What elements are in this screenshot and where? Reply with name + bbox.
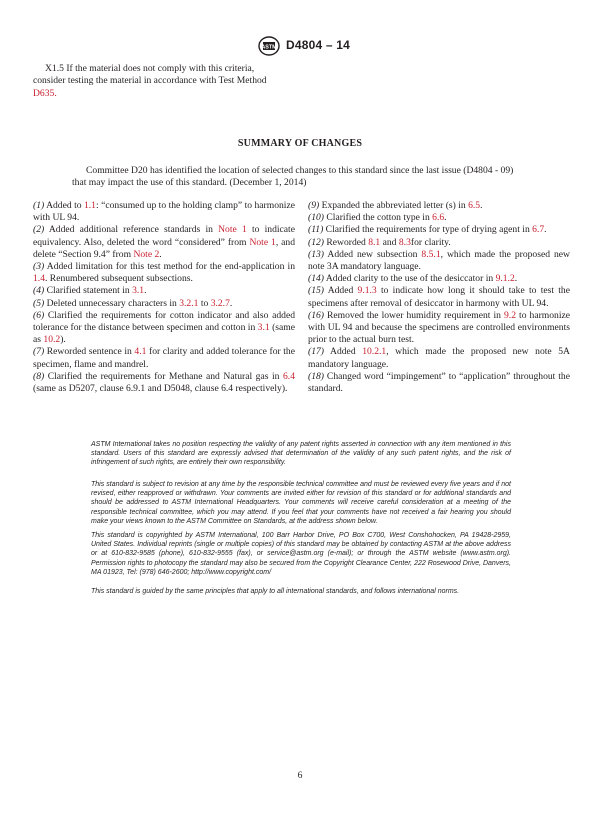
revision-notice: This standard is subject to revision at any time by the responsible technical committee and must be reviewed every five years and if not revised, either reapproved or withdrawn. Your comments are invited either for revision of this standard or for additional standards and should be addressed to ASTM International Headquarters. Your comments will receive careful consideration at a meeting of the responsible technical committee, which you may attend. If you feel that your comments have not received a fair hearing you should make your views known to the ASTM Committee on Standards, at the address shown below. [91,481,511,525]
change-text: Clarified the requirements for Methane and Natural gas in [44,370,283,382]
change-item [308,346,570,370]
change-text: (same as D5207, clause 6.9.1 and D5048, clause 6.4 respectively). [33,383,288,395]
summary-intro [72,165,534,190]
change-number: (2) [33,224,45,236]
change-text: Clarified the cotton type in [323,212,433,224]
change-text: , which made the proposed new note 3A mandatory language. [308,248,570,273]
change-item [33,346,295,370]
test-method-link[interactable]: D635. [33,87,57,99]
change-number: (14) [308,273,324,285]
section-link[interactable]: Note 1 [218,224,247,236]
change-item [33,371,295,395]
change-text: . Renumbered subsequent subsections. [45,273,193,285]
change-text: to harmonize with UL 94 and because the specimens are controlled environments prior to the actual burn test. [308,309,571,346]
change-text: . [514,273,518,285]
document-id: D4804 – 14 [286,38,351,52]
change-text: , and delete “Section 9.4” from [33,236,295,260]
change-item [308,249,570,273]
change-item [308,237,570,249]
change-text: and [380,236,399,248]
section-link[interactable]: 10.2.1 [362,346,387,358]
section-link[interactable]: 1.4 [33,273,45,285]
change-item [33,298,295,310]
change-number: (10) [308,212,324,224]
section-link[interactable]: 8.1 [368,236,381,248]
changes-column-right [308,200,570,395]
x15-line: X1.5 If the material does not comply with this criteria, [45,63,255,74]
change-text: Added to [44,200,84,211]
section-link[interactable]: 6.4 [283,370,295,382]
change-text: Added clarity to the use of the desiccator in [323,273,496,285]
svg-text:ASTM: ASTM [261,44,277,51]
change-item [308,200,570,212]
section-link[interactable]: 3.1 [132,285,145,297]
section-link[interactable]: 9.1.2 [495,273,515,285]
copyright-notice: This standard is copyrighted by ASTM International, 100 Barr Harbor Drive, PO Box C700, West Conshohocken, PA 19428-2959, United States. Individual reprints (single or multiple copies) of this standard may be obtained by contacting ASTM at the above address or at 610-832-9585 (phone), 610-832-9555 (fax), or service@astm.org (e-mail); or through the ASTM website (www.astm.org). Permission rights to photocopy the standard may also be secured from the Copyright Clearance Center, 222 Rosewood Drive, Danvers, MA 01923, Tel: (978) 646-2600; http://www.copyright.com/ [91,532,511,576]
patent-notice: ASTM International takes no position respecting the validity of any patent rights asserted in connection with any item mentioned in this standard. Users of this standard are expressly advised that determination of the validity of any such patent rights, and the risk of infringement of such rights, are entirely their own responsibility. [91,441,511,467]
page-header [0,36,600,56]
change-text: to [198,297,211,309]
change-item [308,273,570,285]
change-text: Removed the lower humidity requirement in [323,309,504,321]
change-number: (4) [33,285,45,297]
page-number: 6 [297,770,303,781]
x15-line: consider testing the material in accordance with Test Method [33,75,267,87]
section-link[interactable]: 6.7 [532,224,545,236]
change-text: Added new subsection [323,248,422,260]
change-text: (same as [33,322,295,346]
change-text: . [159,248,162,260]
section-link[interactable]: 8.5.1 [421,248,441,260]
section-link[interactable]: 6.6 [432,212,445,224]
change-text: Added [323,285,358,297]
change-number: (13) [308,248,324,260]
change-text: : “consumed up to the holding clamp” to harmonize with UL 94. [33,200,295,224]
change-text: Expanded the abbreviated letter (s) in [319,200,469,211]
change-text: to indicate equivalency. Also, deleted the word “considered” from [33,224,295,248]
change-text: ). [60,334,66,346]
change-item [308,224,570,236]
appendix-x1-5 [33,63,295,100]
change-item [33,200,295,224]
change-number: (16) [308,309,324,321]
change-item [33,285,295,297]
change-text: Deleted unnecessary characters in [44,297,180,309]
change-item [308,310,570,347]
change-text: . [480,200,483,211]
summary-title: SUMMARY OF CHANGES [237,138,363,149]
change-text: , which made the proposed new note 5A mandatory language. [308,346,570,370]
section-link[interactable]: Note 2 [133,248,160,260]
change-number: (17) [308,346,324,358]
change-text: Reworded [323,236,369,248]
change-text: for clarity and added tolerance for the specimen, flame and mandrel. [33,346,295,370]
change-text: to indicate how long it should take to test the specimens after removal of desiccator in harmony with UL 94. [308,285,570,309]
change-text: Changed word “impingement” to “application” throughout the standard. [308,370,570,395]
astm-logo-icon [258,36,280,56]
change-number: (5) [33,297,45,309]
change-number: (11) [308,224,324,236]
change-item [33,224,295,261]
section-link[interactable]: 1.1 [83,200,96,211]
change-text: Clarified statement in [44,285,133,297]
section-link[interactable]: 8.3 [398,236,411,248]
change-number: (12) [308,236,324,248]
change-number: (8) [33,370,45,382]
change-number: (7) [33,346,45,358]
change-number: (9) [308,200,320,211]
section-link[interactable]: 10.2 [43,334,61,346]
section-link[interactable]: 9.1.3 [357,285,377,297]
section-link[interactable]: Note 1 [249,236,276,248]
changes-column-left [33,200,295,395]
section-link[interactable]: 4.1 [134,346,147,358]
change-number: (6) [33,309,45,321]
change-number: (3) [33,261,45,273]
intro-line: that may impact the use of this standard. (December 1, 2014) [72,177,307,189]
change-item [308,371,570,395]
change-text: . [144,285,147,297]
change-text: Added [323,346,363,358]
change-text: . [544,224,547,236]
section-link[interactable]: 3.2.7 [210,297,230,309]
section-link[interactable]: 3.1 [257,322,270,334]
change-text: Clarified the requirements for cotton indicator and also added tolerance for the distance between specimen and cotton in [33,309,295,334]
change-text: . [229,297,233,309]
change-item [33,310,295,347]
change-item [33,261,295,285]
guide-notice: This standard is guided by the same principles that apply to all international standards, and follows international norms. [91,588,460,595]
section-link[interactable]: 3.2.1 [179,297,199,309]
section-link[interactable]: 9.2 [504,309,516,321]
change-text: Clarified the requirements for type of drying agent in [323,224,533,236]
change-number: (1) [33,200,45,211]
change-number: (15) [308,285,324,297]
change-number: (18) [308,370,324,382]
change-text: Added additional reference standards in [44,224,219,236]
intro-line: Committee D20 has identified the location of selected changes to this standard since the last issue (D4804 - 09) [86,165,514,176]
section-link[interactable]: 6.5 [468,200,481,211]
change-item [308,285,570,309]
change-item [308,212,570,224]
change-text: Reworded sentence in [44,346,135,358]
change-text: for clarity. [410,236,451,248]
change-text: Added limitation for this test method for the end-application in [44,261,295,273]
change-text: . [444,212,447,224]
